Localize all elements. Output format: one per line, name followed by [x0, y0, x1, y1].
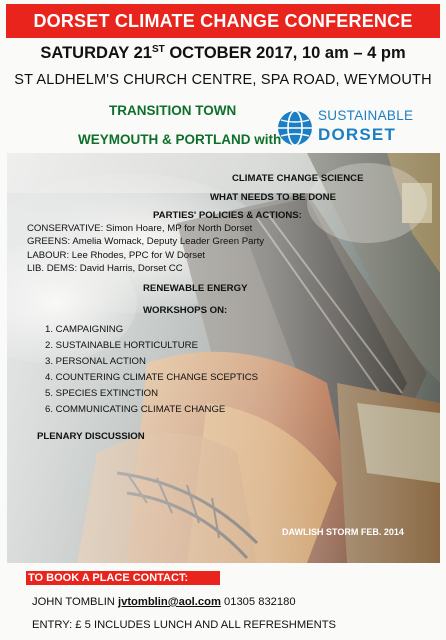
photo-caption: DAWLISH STORM FEB. 2014 [282, 527, 404, 537]
date-ordinal: ST [151, 44, 165, 55]
logo-line-2: DORSET [318, 124, 397, 144]
entry-fee: ENTRY: £ 5 INCLUDES LUNCH AND ALL REFRESHMENTS [32, 619, 337, 631]
contact-email-link[interactable]: jvtomblin@aol.com [118, 596, 221, 608]
parties-heading: PARTIES' POLICIES & ACTIONS: [153, 210, 302, 221]
organiser-line-1: TRANSITION TOWN [109, 103, 237, 118]
contact-name: JOHN TOMBLIN [32, 596, 115, 608]
science-heading: CLIMATE CHANGE SCIENCE [232, 173, 364, 184]
venue: ST ALDHELM'S CHURCH CENTRE, SPA ROAD, WEYMOUTH [14, 72, 432, 88]
title-banner [6, 4, 440, 38]
party-line: LIB. DEMS: David Harris, Dorset CC [27, 263, 183, 274]
event-date [0, 44, 446, 63]
contact-phone: 01305 832180 [224, 596, 296, 608]
booking-heading: TO BOOK A PLACE CONTACT: [26, 571, 220, 585]
sustainable-dorset-logo [276, 107, 416, 149]
workshop-item: 5. SPECIES EXTINCTION [45, 388, 159, 399]
logo-line-1: SUSTAINABLE [318, 108, 414, 123]
contact-details [32, 596, 296, 608]
workshop-item: 3. PERSONAL ACTION [45, 356, 146, 367]
party-line: LABOUR: Lee Rhodes, PPC for W Dorset [27, 250, 206, 261]
workshop-item: 1. CAMPAIGNING [45, 324, 124, 335]
programme [7, 153, 440, 563]
organiser-line-2: WEYMOUTH & PORTLAND with [78, 132, 282, 147]
workshop-item: 4. COUNTERING CLIMATE CHANGE SCEPTICS [45, 372, 259, 383]
conference-title: DORSET CLIMATE CHANGE CONFERENCE [33, 10, 413, 31]
renewable-heading: RENEWABLE ENERGY [143, 283, 248, 294]
date-suffix: OCTOBER 2017, 10 am – 4 pm [164, 44, 406, 62]
party-line: GREENS: Amelia Womack, Deputy Leader Green Party [27, 236, 265, 247]
workshop-item: 6. COMMUNICATING CLIMATE CHANGE [45, 404, 226, 415]
workshop-item: 2. SUSTAINABLE HORTICULTURE [45, 340, 198, 351]
globe-icon [276, 109, 314, 147]
party-line: CONSERVATIVE: Simon Hoare, MP for North Dorset [27, 223, 253, 234]
workshops-heading: WORKSHOPS ON: [143, 305, 228, 316]
plenary-heading: PLENARY DISCUSSION [37, 431, 145, 442]
date-prefix: SATURDAY 21 [40, 44, 152, 62]
what-needs-heading: WHAT NEEDS TO BE DONE [210, 192, 336, 203]
